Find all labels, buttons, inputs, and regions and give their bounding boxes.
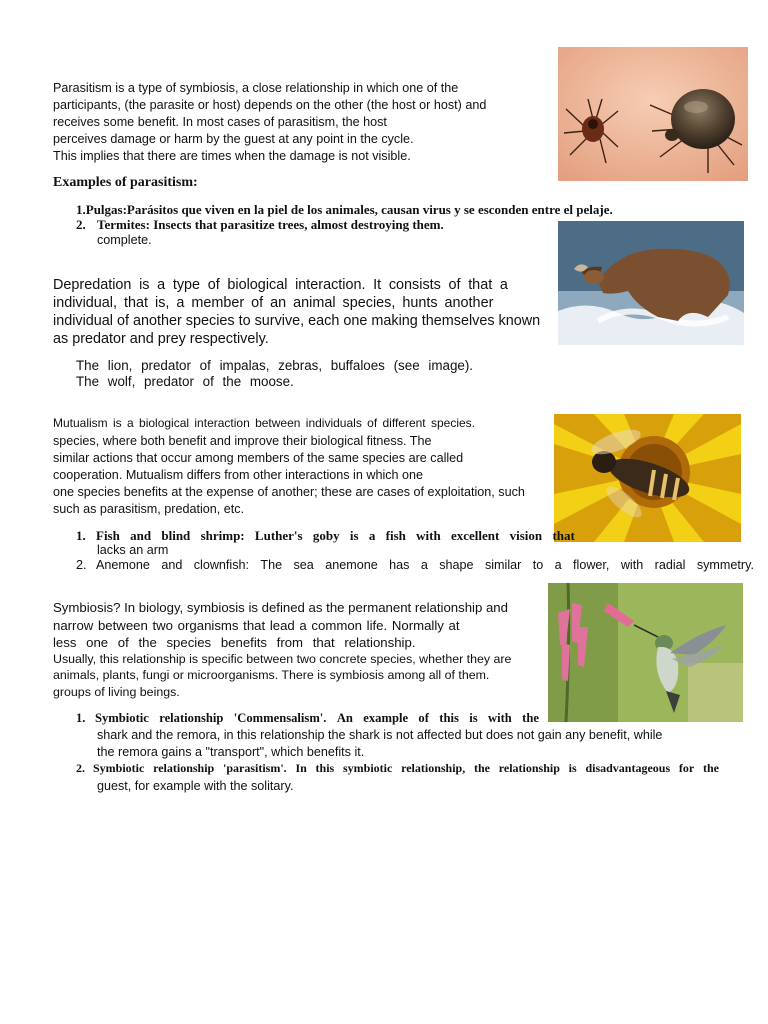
symbiosis-example-commensalism: Symbiotic relationship 'Commensalism'. An example of this is with the	[95, 711, 539, 725]
hummingbird-photo	[548, 583, 743, 722]
mutualism-paragraph-line-5: such as parasitism, predation, etc.	[53, 502, 245, 516]
parasitism-paragraph-line-1: Parasitism is a type of symbiosis, a close relationship in which one of the	[53, 81, 459, 95]
bee-on-flower-photo	[554, 414, 741, 542]
mutualism-paragraph-line-0: Mutualism is a biological interaction between individuals of different species.	[53, 416, 475, 430]
mutualism-paragraph-line-3: cooperation. Mutualism differs from other interactions in which one	[53, 468, 424, 482]
examples-heading: Examples of parasitism:	[53, 175, 198, 190]
mutualism-example-goby: Fish and blind shrimp: Luther's goby is a fish with excellent vision that	[96, 528, 575, 543]
list-number-1: 1.	[76, 528, 86, 543]
depredation-paragraph-line-2: individual, that is, a member of an animal species, hunts another	[53, 295, 494, 311]
mutualism-example-clownfish: Anemone and clownfish: The sea anemone has a shape similar to a flower, with radial symmetry.	[96, 558, 754, 572]
bear-photo	[558, 221, 744, 345]
parasitism-example-termites-continued: complete.	[97, 233, 152, 247]
depredation-paragraph-line-4: as predator and prey respectively.	[53, 331, 269, 347]
symbiosis-paragraph-line-2: less one of the species benefits from that relationship.	[53, 635, 416, 650]
list-number-2: 2.	[76, 761, 85, 775]
depredation-paragraph-line-3: individual of another species to survive, each one making themselves known	[53, 313, 541, 329]
depredation-example-wolf: The wolf, predator of the moose.	[76, 374, 294, 389]
symbiosis-paragraph-line-3: Usually, this relationship is specific between two concrete species, whether they are	[53, 652, 512, 666]
symbiosis-example-parasitism: Symbiotic relationship 'parasitism'. In this symbiotic relationship, the relationship is disadvantageous for the	[93, 761, 719, 775]
depredation-paragraph-line-1: Depredation is a type of biological interaction. It consists of that a	[53, 277, 508, 293]
mutualism-paragraph-line-1: species, where both benefit and improve their biological fitness. The	[53, 434, 432, 448]
symbiosis-paragraph-line-1: narrow between two organisms that lead a common life. Normally at	[53, 618, 460, 633]
parasitism-example-fleas: 1.Pulgas:Parásitos que viven en la piel de los animales, causan virus y se esconden entre el pelaje.	[76, 202, 613, 217]
mutualism-example-goby-continued: lacks an arm	[97, 543, 169, 557]
parasitism-paragraph-line-4: perceives damage or harm by the guest at any point in the cycle.	[53, 132, 414, 146]
tick-photo	[558, 47, 748, 181]
mutualism-paragraph-line-2: similar actions that occur among members of the same species are called	[53, 451, 464, 465]
symbiosis-example-commensalism-line-2: shark and the remora, in this relationship the shark is not affected but does not gain any benefit, while	[97, 728, 663, 742]
depredation-example-lion: The lion, predator of impalas, zebras, buffaloes (see image).	[76, 358, 474, 373]
symbiosis-example-parasitism-continued: guest, for example with the solitary.	[97, 779, 294, 793]
symbiosis-paragraph-line-4: animals, plants, fungi or microorganisms. There is symbiosis among all of them.	[53, 668, 490, 682]
parasitism-paragraph-line-5: This implies that there are times when the damage is not visible.	[53, 149, 411, 163]
mutualism-paragraph-line-4: one species benefits at the expense of another; these are cases of exploitation, such	[53, 485, 525, 499]
symbiosis-paragraph-line-0: Symbiosis? In biology, symbiosis is defined as the permanent relationship and	[53, 600, 508, 615]
symbiosis-paragraph-line-5: groups of living beings.	[53, 685, 180, 699]
parasitism-paragraph-line-3: receives some benefit. In most cases of parasitism, the host	[53, 115, 387, 129]
list-number-2: 2.	[76, 558, 87, 572]
list-number-2: 2.	[76, 217, 86, 232]
parasitism-paragraph-line-2: participants, (the parasite or host) depends on the other (the host or host) and	[53, 98, 487, 112]
parasitism-example-termites: Termites: Insects that parasitize trees, almost destroying them.	[97, 217, 444, 232]
list-number-1: 1.	[76, 711, 86, 725]
symbiosis-example-commensalism-line-3: the remora gains a "transport", which benefits it.	[97, 745, 365, 759]
